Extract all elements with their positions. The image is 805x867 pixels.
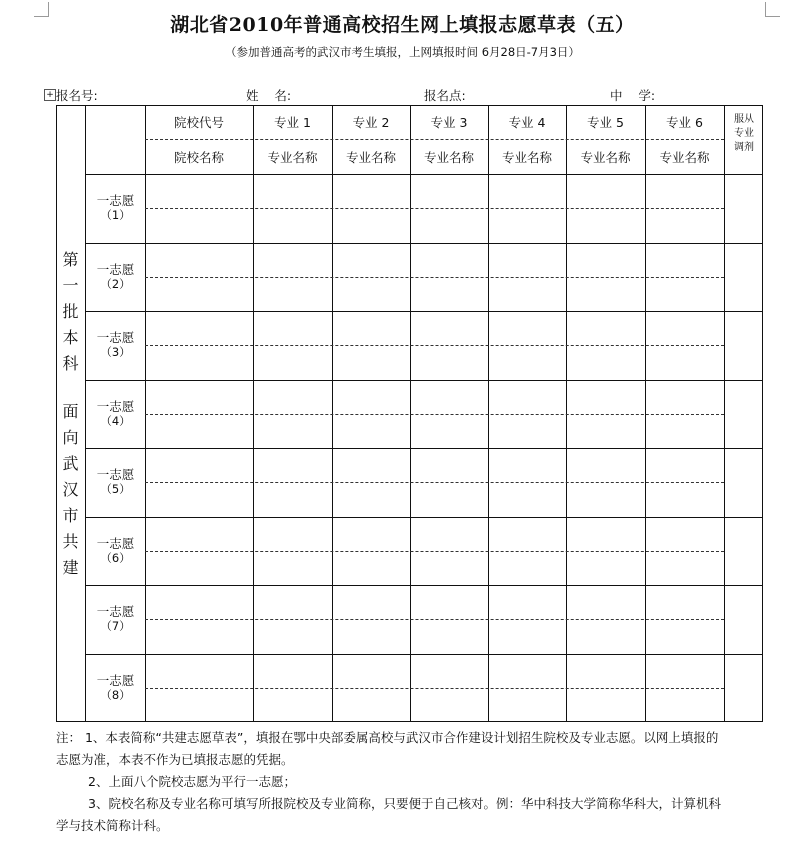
note-1-cont: 志愿为准，本表不作为已填报志愿的凭据。 [56,752,294,767]
table-row-divider [145,551,724,552]
batch-label-char: 科 [62,353,79,373]
table-row-divider [145,619,724,620]
row-label-number: （7） [100,619,131,634]
header-bottom-cell: 专业名称 [345,149,396,165]
table-border-left [56,105,57,722]
row-label-text: 一志愿 [96,330,135,346]
note-1: 注： 1、本表简称“共建志愿草表”，填报在鄂中央部委属高校与武汉市合作建设计划招生院校及专业志愿。以网上填报的 [56,730,719,745]
row-label-number: （2） [100,276,131,291]
batch-label-char: 第 [62,249,79,269]
row-label [86,448,145,517]
row-label-text: 一志愿 [96,604,135,620]
row-label [86,174,145,243]
table-row-line [85,517,763,518]
row-label [86,380,145,449]
row-label-text: 一志愿 [96,672,135,688]
row-label-number: （1） [100,208,131,223]
site-label: 报名点: [424,88,466,103]
batch-label-char: 建 [62,557,79,577]
table-row-line [85,311,763,312]
row-label-text: 一志愿 [96,261,135,277]
header-top-cell: 院校代号 [173,115,224,130]
header-top-cell: 专业 2 [352,115,390,130]
row-label-text: 一志愿 [96,467,135,483]
table-row-divider [145,688,724,689]
obey-label-2: 专业 [734,128,754,139]
obey-label-3: 调剂 [734,142,754,153]
row-label-number: （3） [100,345,131,360]
table-row-line [85,243,763,244]
header-top-cell: 专业 1 [274,115,311,130]
note-3-cont: 学与技术简称计科。 [56,818,169,833]
batch-label-char: 批 [62,301,79,321]
note-2: 2、上面八个院校志愿为平行一志愿； [88,774,296,789]
batch-label-char: 面 [62,401,79,421]
batch-label-char: 汉 [62,479,79,499]
table-row-line [85,380,763,381]
table-col-line [724,105,725,722]
row-label [86,243,145,312]
header-top-cell: 专业 3 [430,115,468,130]
row-label-text: 一志愿 [96,535,135,551]
table-move-handle-icon[interactable]: + [44,89,56,101]
name-label: 姓 名: [246,88,292,103]
row-label-number: （5） [100,482,131,497]
table-row-line [85,448,763,449]
note-3: 3、院校名称及专业名称可填写所报院校及专业简称，只要便于自己核对。例：华中科技大学简称华科大，计算机科 [88,796,721,811]
batch-label-char: 向 [62,427,79,447]
header-top-cell: 专业 5 [587,115,624,130]
batch-label-char: 武 [62,453,79,473]
row-label-number: （4） [100,413,131,428]
row-label [86,517,145,586]
header-bottom-cell: 专业名称 [501,149,552,165]
row-label-number: （6） [100,550,131,565]
table-row-divider [145,414,724,415]
row-label [86,585,145,654]
table-row-line [85,654,763,655]
table-row-divider [145,482,724,483]
registration-info-line [56,86,762,104]
header-top-cell: 专业 4 [508,115,546,130]
header-bottom-cell: 专业名称 [580,149,631,165]
header-bottom-cell: 专业名称 [267,149,318,165]
header-bottom-cell: 专业名称 [659,149,710,165]
batch-label-char: 市 [62,505,79,525]
application-table [56,105,763,722]
table-row-divider [145,345,724,346]
batch-label-char: 本 [62,327,79,347]
table-row-divider [145,277,724,278]
header-bottom-cell: 专业名称 [423,149,474,165]
row-label-number: （8） [100,687,131,702]
batch-label-char: 共 [62,531,79,551]
obey-adjustment-header [725,113,763,155]
row-label-text: 一志愿 [96,193,135,209]
page-subtitle: （参加普通高考的武汉市考生填报，上网填报时间 6月28日-7月3日） [225,45,580,59]
row-label-text: 一志愿 [96,398,135,414]
school-label: 中 学: [610,88,656,103]
page-title: 湖北省2010年普通高校招生网上填报志愿草表（五） [170,14,635,36]
notes-section [56,727,768,837]
table-row-line [85,585,763,586]
header-top-cell: 专业 6 [666,115,703,130]
table-border-right [762,105,763,722]
row-label [86,311,145,380]
batch-label-char: 一 [62,275,79,295]
row-label [86,654,145,723]
table-header-line [85,174,763,175]
header-bottom-cell: 院校名称 [173,149,224,165]
obey-label-1: 服从 [734,114,754,125]
batch-label [56,105,85,722]
table-row-divider [145,208,724,209]
reg-no-label: 报名号: [56,88,98,103]
